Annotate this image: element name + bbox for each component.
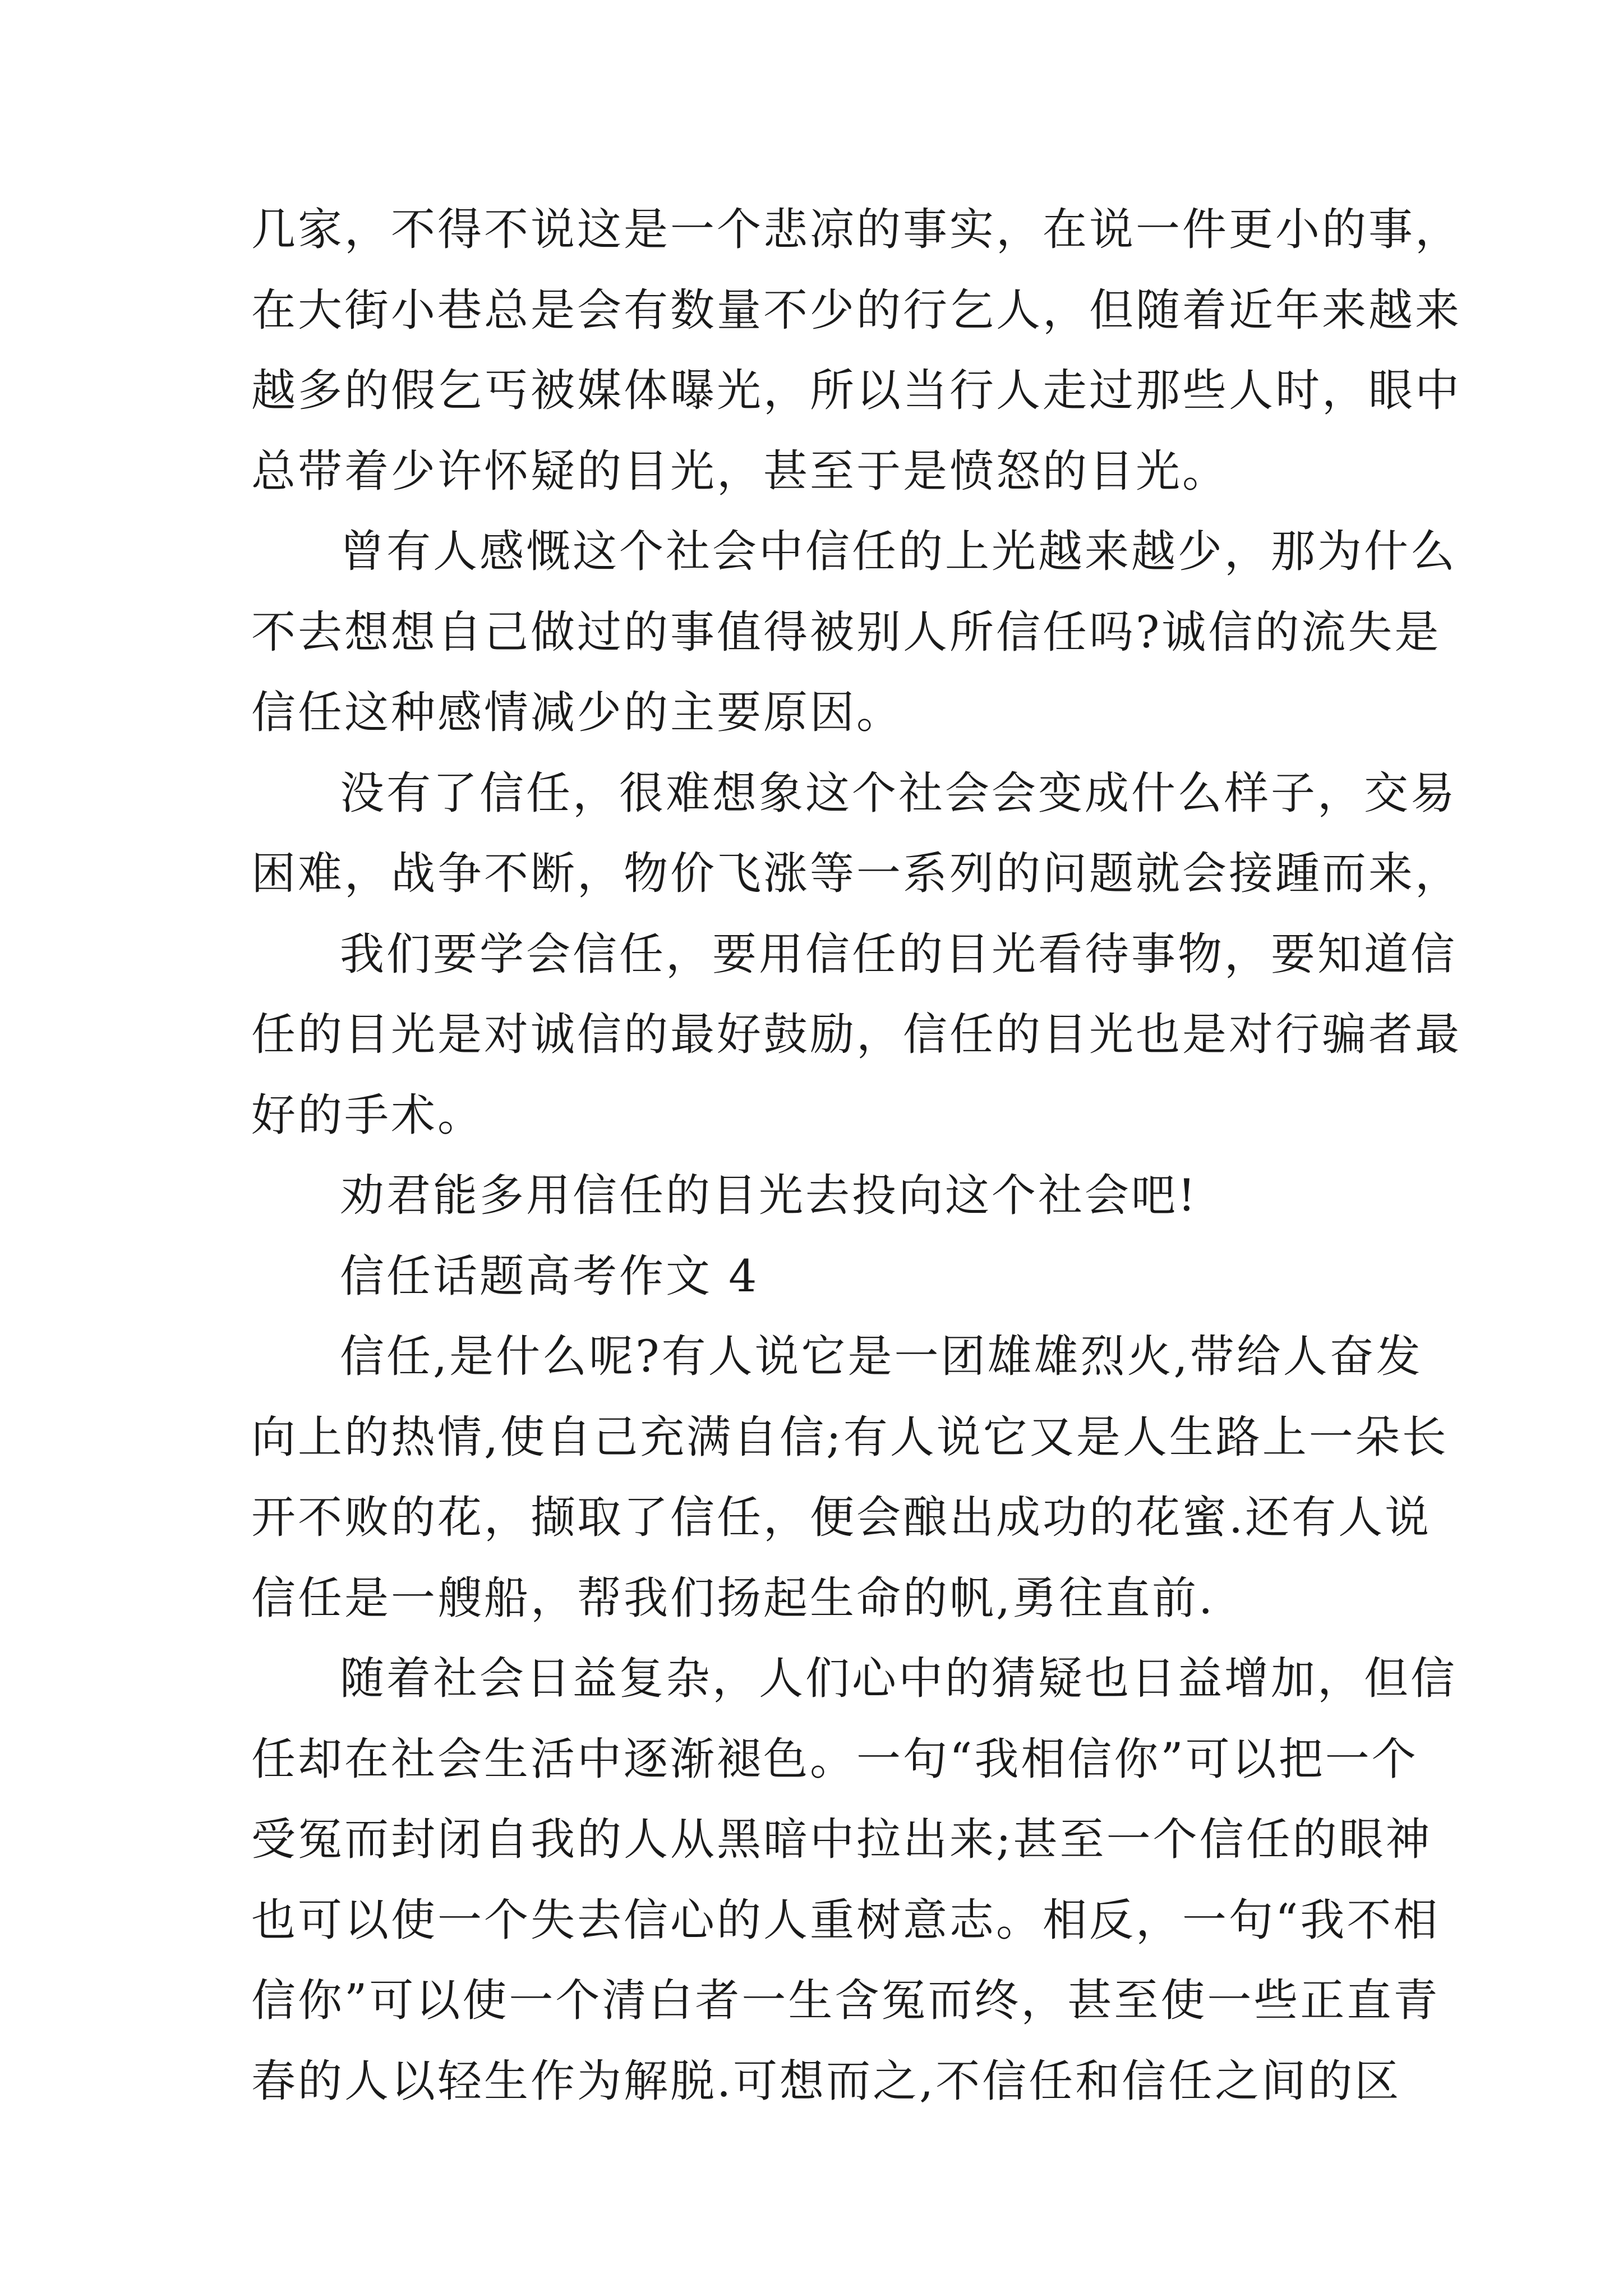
text-line: 任却在社会生活中逐渐褪色。一句“我相信你”可以把一个 [251,1733,1418,1785]
text-line: 信任,是什么呢?有人说它是一团雄雄烈火,带给人奋发 [340,1331,1423,1382]
text-line: 几家，不得不说这是一个悲凉的事实，在说一件更小的事， [251,204,1461,255]
text-line: 越多的假乞丐被媒体曝光，所以当行人走过那些人时，眼中 [251,365,1461,416]
text-line: 不去想想自己做过的事值得被别人所信任吗?诚信的流失是 [251,606,1441,658]
section-heading [251,1236,1390,1317]
text-line: 信任是一艘船，帮我们扬起生命的帆,勇往直前. [251,1572,1215,1624]
text-line: 我们要学会信任，要用信任的目光看待事物，要知道信 [340,928,1457,980]
text-line: 受冤而封闭自我的人从黑暗中拉出来;甚至一个信任的眼神 [251,1814,1432,1865]
paragraph [251,753,1461,914]
text-line: 信任这种感情减少的主要原因。 [251,687,903,738]
text-line: 困难，战争不断，物价飞涨等一系列的问题就会接踵而来， [251,848,1461,899]
paragraph [251,1156,1390,1236]
paragraph-continuation [251,190,1461,512]
text-line: 向上的热情,使自己充满自信;有人说它又是人生路上一朵长 [251,1411,1449,1463]
text-line: 好的手术。 [251,1089,484,1141]
heading-line: 信任话题高考作文 4 [340,1250,759,1302]
text-line: 劝君能多用信任的目光去投向这个社会吧! [340,1170,1198,1221]
paragraph [251,914,1461,1156]
paragraph [251,512,1457,753]
text-line: 没有了信任，很难想象这个社会会变成什么样子，交易 [340,767,1457,819]
paragraph [251,1639,1457,2122]
text-line: 任的目光是对诚信的最好鼓励，信任的目光也是对行骗者最 [251,1009,1461,1060]
text-line: 开不败的花，撷取了信任，便会酿出成功的花蜜.还有人说 [251,1492,1432,1543]
text-line: 在大街小巷总是会有数量不少的行乞人，但随着近年来越来 [251,284,1461,336]
text-line: 信你”可以使一个清白者一生含冤而终，甚至使一些正直青 [251,1975,1440,2026]
text-line: 也可以使一个失去信心的人重树意志。相反，一句“我不相 [251,1894,1440,1946]
text-line: 春的人以轻生作为解脱.可想而之,不信任和信任之间的区 [251,2055,1401,2107]
essay-body [251,190,1461,2122]
text-line: 随着社会日益复杂，人们心中的猜疑也日益增加，但信 [340,1653,1457,1704]
text-line: 曾有人感慨这个社会中信任的上光越来越少，那为什么 [340,526,1457,577]
text-line: 总带着少许怀疑的目光，甚至于是愤怒的目光。 [251,445,1229,497]
paragraph [251,1317,1449,1639]
